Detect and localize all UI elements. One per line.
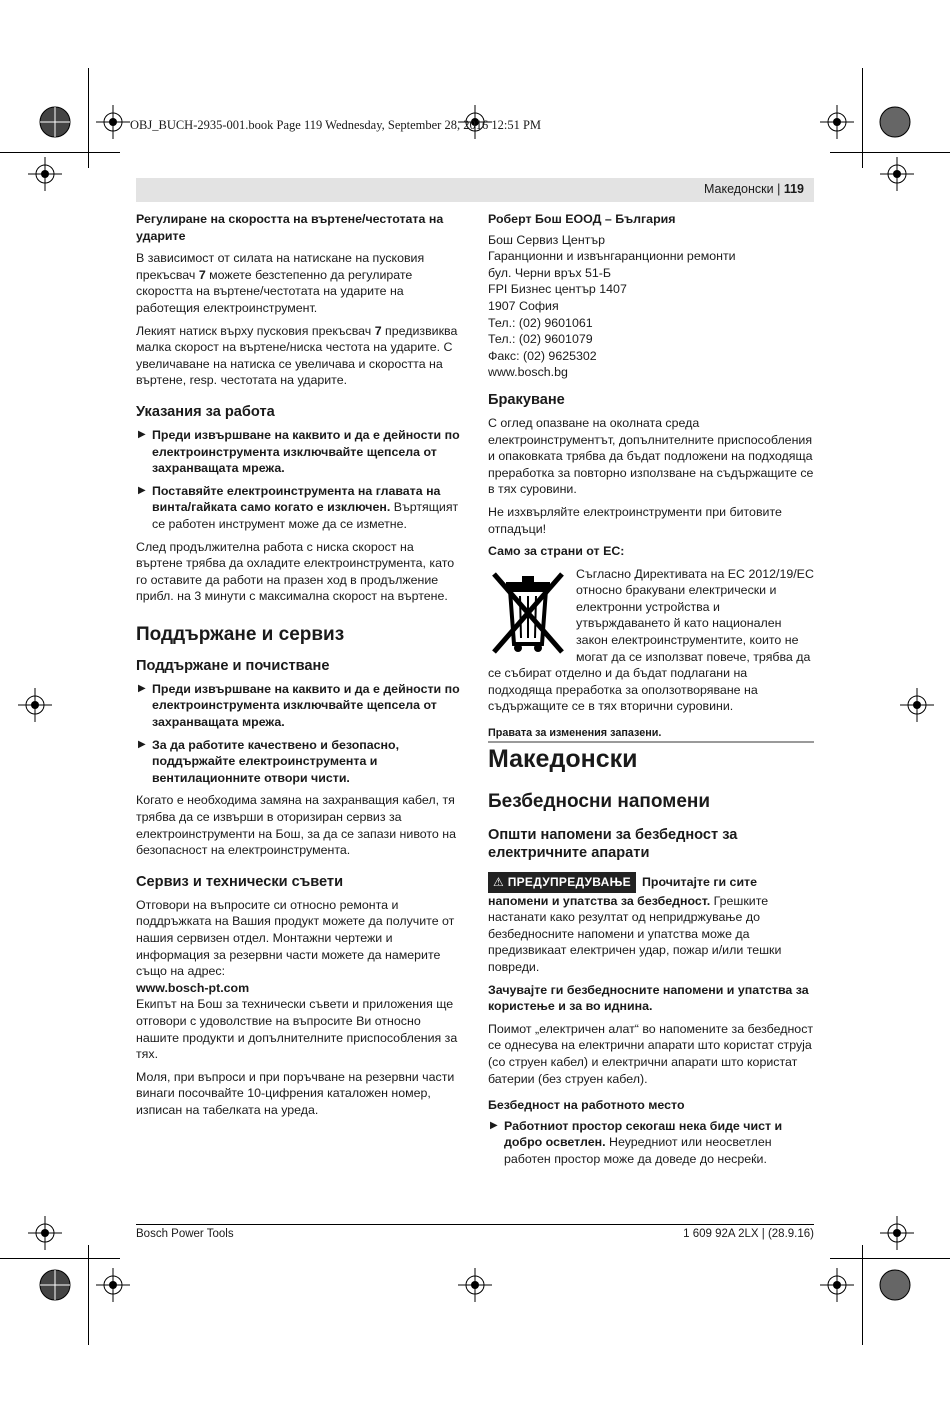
warning-badge: ⚠ ПРЕДУПРЕДУВАЊЕ [488,872,636,893]
crosshair-icon [900,688,934,722]
crosshair-icon [96,105,130,139]
address-line: Гаранционни и извънгаранционни ремонти [488,249,736,264]
left-column [136,211,462,1125]
work-bullet-2: ▶ Поставяйте електроинструмента на главата на винта/гайката само когато е изключен. Въртящият се работен инструмент може да се изметне. [138,483,459,531]
section-divider [488,741,814,743]
crop-mark-line [862,68,863,168]
tech-paragraph-3: Моля, при въпроси и при поръчване на резервни части винаги посочвайте 10-цифрения каталожен номер, изписан на табелката на уреда. [136,1069,455,1117]
footer-code: 1 609 92A 2LX | (28.9.16) [683,1228,814,1240]
workplace-heading: Безбедност на работното место [488,1098,685,1113]
crop-mark-line [88,1245,89,1345]
work-bullet-1: ▶ Преди извършване на каквито и да е дейности по електроинструмента изключвайте щепсела от захранващата мрежа. [138,427,460,476]
registration-mark-icon [38,105,72,139]
address-line: 1907 София [488,298,559,313]
rights-reserved: Правата за изменения запазени. [488,727,662,740]
address-line: Факс: (02) 9625302 [488,348,597,363]
page-header [136,178,814,202]
maintenance-heading: Поддържане и почистване [136,657,330,674]
crop-mark-line [0,1258,120,1259]
tech-url-link[interactable]: www.bosch-pt.com [136,980,250,995]
crop-mark-line [830,152,950,153]
crop-mark-line [0,152,120,153]
footer-rule [136,1224,814,1225]
disposal-paragraph-2: Не изхвърляйте електроинструменти при битовите отпадъци! [488,504,782,536]
crosshair-icon [28,1216,62,1250]
crosshair-icon [820,105,854,139]
disposal-heading: Бракуване [488,391,565,408]
address-line: бул. Черни връх 51-Б [488,265,612,280]
crop-mark-line [88,68,89,168]
eu-paragraph: Съгласно Директивата на ЕС 2012/19/ЕС относно бракувани електрически и електронни устройства и утвърждаването й като национален закон електроинструментите, които не могат да се използват повече, трябва да се събират отделно и да бъдат подлагани на подходяща преработка за оползотворяване на съдържащите се в тях вторични суровини. [488,566,814,714]
address-line: Бош Сервиз Център [488,232,605,247]
work-heading: Указания за работа [136,403,275,420]
speed-paragraph-1: В зависимост от силата на натискане на пусковия прекъсвач 7 можете безстепенно да регулирате скоростта на въртене/честотата на ударите на работещия електроинструмент. [136,251,425,315]
maintenance-paragraph: Когато е необходима замяна на захранващия кабел, тя трябва да се извърши в оторизиран сервиз за електроинструменти на Бош, за да се запази нивото на безопасност на електроинструмента. [136,793,456,858]
crosshair-icon [458,1268,492,1302]
address-line: FPI Бизнес център 1407 [488,282,627,297]
tech-service-heading: Сервиз и технически съвети [136,873,344,890]
crossed-out-bin-icon [488,568,568,656]
speed-paragraph-2: Лекият натиск върху пусковия прекъсвач 7 предизвиква малка скорост на въртене/ниска честота на ударите. С увеличаване на натиска се увеличава и скоростта на въртене, resp. честотата на ударите. [136,323,458,388]
right-column [488,211,814,748]
page-number: 119 [783,182,804,196]
work-paragraph: След продължителна работа с ниска скорост на въртене трябва да охладите електроинструмента, като го оставите да работи на празен ход в продължение прибл. на 3 минути с максимална скорост на въртене. [136,539,455,604]
address-line: Тел.: (02) 9601079 [488,332,593,347]
footer-brand: Bosch Power Tools [136,1228,234,1240]
maintenance-bullet-1: ▶ Преди извършване на каквито и да е дейности по електроинструмента изключвайте щепсела от захранващата мрежа. [138,681,460,730]
macedonian-section [488,744,814,1174]
maintenance-bullet-2: ▶ За да работите качествено и безопасно, поддържайте електроинструмента и вентилационните отвори чисти. [138,737,400,785]
crosshair-icon [96,1268,130,1302]
crop-mark-line [862,1245,863,1345]
crosshair-icon [28,157,62,191]
address-line: Тел.: (02) 9601061 [488,315,593,330]
website-link[interactable]: www.bosch.bg [488,365,568,380]
eu-heading: Само за страни от ЕС: [488,544,625,559]
crosshair-icon [18,688,52,722]
crop-mark-line [830,1258,950,1259]
power-tool-term-paragraph: Поимот „електричен алат“ во напомените за безбедност се однесува на електрични апарати што користат струја (со струен кабел) и електрични апарати што користат батерии (без струен кабел). [488,1021,814,1086]
speed-heading: Регулиране на скоростта на въртене/честотата на ударите [136,212,444,243]
service-section-title: Поддържане и сервиз [136,623,345,645]
tech-paragraph-1: Отговори на въпросите си относно ремонта и поддръжката на Вашия продукт можете да получите от нашия сервизен отдел. Монтажни чертежи и информация за резервни части можете да намерите също на адрес: [136,897,455,979]
disposal-paragraph-1: С оглед опазване на околната среда електроинструментът, допълнителните приспособления и опаковката трябва да бъдат подложени на подходяща преработка за повторно използване на съдържащите се в тях суровини. [488,415,814,497]
registration-mark-icon [878,1268,912,1302]
general-safety-heading: Општи напомени за безбедност за електричните апарати [488,827,738,861]
crosshair-icon [820,1268,854,1302]
workplace-bullet-1: ▶ Работниот простор секогаш нека биде чист и добро осветлен. Неуредниот или неосветлен работен простор може да доведе до несреќи. [490,1118,783,1166]
header-language: Македонски [703,182,774,196]
tech-paragraph-2: Екипът на Бош за технически съвети и приложения ще отговори с удоволствие на въпросите Ви относно нашите продукти и допълнителните приспособления за тях. [136,997,458,1062]
header-text: Македонски | 119 [703,182,804,196]
crosshair-icon [880,1216,914,1250]
registration-mark-icon [878,105,912,139]
address-block [488,232,814,381]
macedonian-title: Македонски [488,745,638,773]
safety-notes-title: Безбедносни напомени [488,791,711,812]
keep-instructions-heading: Зачувајте ги безбедносните напомени и упатства за користење и за во иднина. [488,982,809,1014]
crosshair-icon [880,157,914,191]
company-name: Роберт Бош ЕООД – България [488,212,676,226]
book-info-line: OBJ_BUCH-2935-001.book Page 119 Wednesday, September 28, 2016 12:51 PM [130,118,542,132]
registration-mark-icon [38,1268,72,1302]
warning-paragraph: ⚠ ПРЕДУПРЕДУВАЊЕ Прочитајте ги сите напомени и упатства за безбедност. Грешките настанати како резултат од непридржување до безбедносните напомени и упатства може да предизвикаат електричен удар, пожар и/или тешки повреди. [488,872,814,976]
